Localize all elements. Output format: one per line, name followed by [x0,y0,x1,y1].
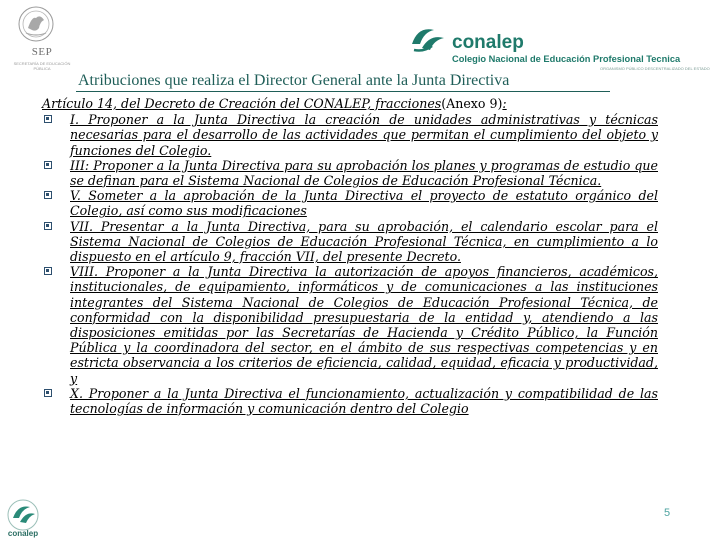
list-item [42,219,658,265]
square-bullet-icon [44,389,52,397]
conalep-tagline: ORGANISMO PÚBLICO DESCENTRALIZADO DEL ESTADO [600,66,710,71]
list-item-text: VIII. Proponer a la Junta Directiva la autorización de apoyos financieros, académicos, institucionales, de equipamiento, informáticos y de comunicaciones a las instituciones integrantes del Sistema Nacional de Colegios de Educación Profesional Técnica, de conformidad con la disponibilidad presupuestaria de la entidad y, atendiendo a las disposiciones emitidas por las Secretarías de Hacienda y Crédito Público, la Función Pública y la coordinadora del sector, en el ámbito de sus respectivas competencias y en estricta observancia a los criterios de eficiencia, calidad, equidad, eficacia y productividad, y [70,264,658,386]
list-item-text: I. Proponer a la Junta Directiva la creación de unidades administrativas y técnicas necesarias para el desarrollo de las actividades que permitan el cumplimiento del objeto y funciones del Colegio. [70,112,658,158]
title-underline [76,91,610,92]
intro-annex-ref: (Anexo 9) [441,96,503,111]
conalep-full-name: Colegio Nacional de Educación Profesional Tecnica [452,54,681,64]
conalep-footer-logo [2,496,44,538]
list-item [42,386,658,416]
eagle-emblem-icon [6,4,66,46]
list-item [42,158,658,188]
conalep-header-logo [408,22,718,74]
list-item [42,112,658,158]
intro-article-ref: Artículo 14, del Decreto de Creación del CONALEP, fracciones [42,96,442,111]
intro-line [42,96,658,111]
square-bullet-icon [44,115,52,123]
slide-content [42,96,658,416]
list-item [42,264,658,386]
conalep-seal-icon [2,496,44,538]
sep-logo-subtitle: SECRETARÍA DE EDUCACIÓN PÚBLICA [13,61,71,71]
svg-text:conalep: conalep [7,529,39,538]
list-item-text: X. Proponer a la Junta Directiva el funcionamiento, actualización y compatibilidad de las tecnologías de información y comunicación dentro del Colegio [70,385,658,417]
intro-colon: : [502,96,507,111]
list-item-text: VII. Presentar a la Junta Directiva, para su aprobación, el calendario escolar para el Sistema Nacional de Colegios de Educación Profesional Técnica, en cumplimiento a lo dispuesto en el artículo 9, fracción VII, del presente Decreto. [70,218,658,265]
slide-title: Atribuciones que realiza el Director General ante la Junta Directiva [78,72,510,89]
page-number: 5 [664,507,671,519]
square-bullet-icon [44,222,52,230]
list-item-text: V. Someter a la aprobación de la Junta Directiva el proyecto de estatuto orgánico del Colegio, así como sus modificaciones [70,188,658,219]
conalep-mark-icon [408,24,448,54]
list-item [42,188,658,218]
attributions-list [42,112,658,416]
list-item-text: III: Proponer a la Junta Directiva para su aprobación los planes y programas de estudio que se definan para el Sistema Nacional de Colegios de Educación Profesional Técnica. [70,157,658,189]
conalep-brand: conalep [452,32,524,53]
square-bullet-icon [44,267,52,275]
sep-logo [6,4,71,78]
square-bullet-icon [44,161,52,169]
square-bullet-icon [44,191,52,199]
sep-logo-text: SEP [31,46,53,58]
